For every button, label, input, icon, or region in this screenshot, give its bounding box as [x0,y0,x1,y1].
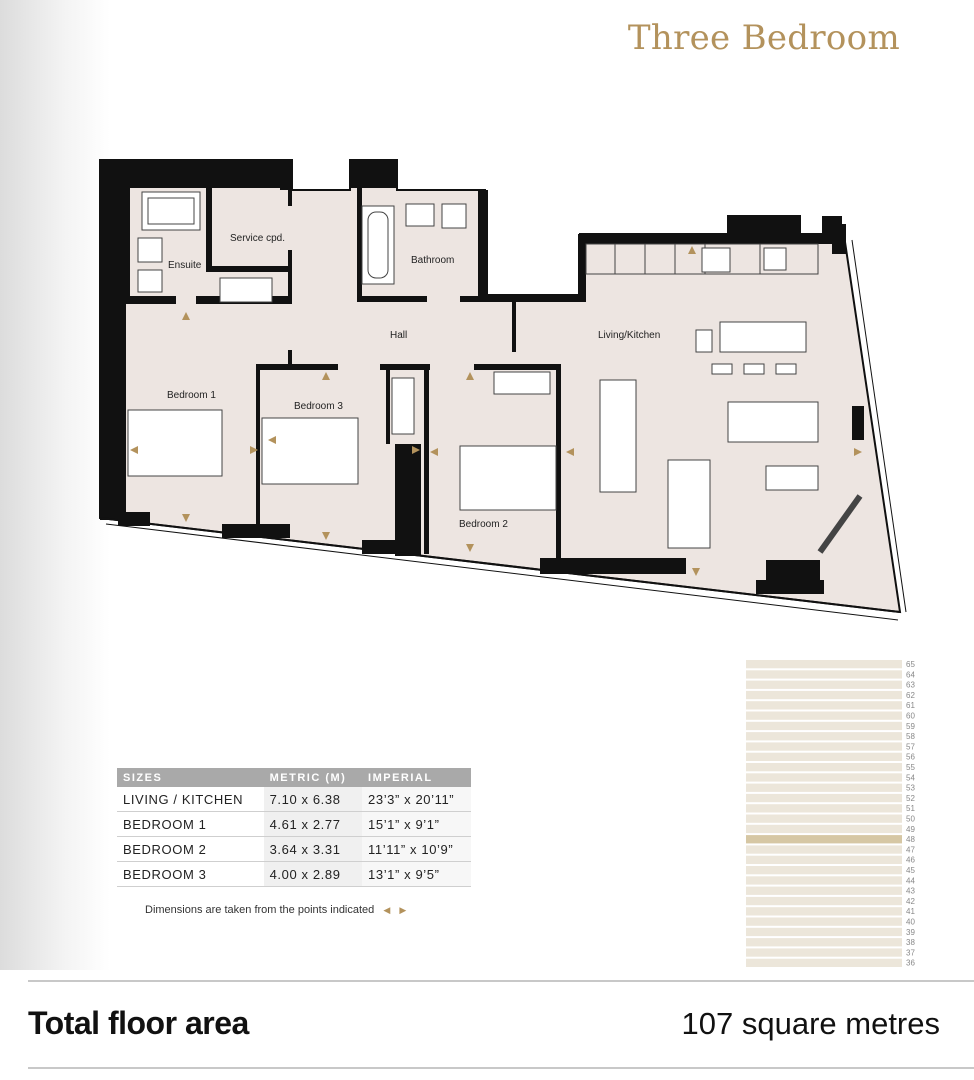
table-header: IMPERIAL [362,768,471,787]
floor-bar [746,753,902,761]
floor-number: 41 [906,907,915,917]
floor-number: 59 [906,721,915,731]
floor-number: 54 [906,773,915,783]
floor-number: 62 [906,690,915,700]
floor-number: 50 [906,814,915,824]
room-label-bathroom: Bathroom [411,255,455,266]
floor-number: 57 [906,742,915,752]
floor-bar [746,691,902,699]
floor-number: 39 [906,927,915,937]
total-area-value: 107 square metres [681,1006,940,1041]
floor-bar [746,784,902,792]
floor-number: 47 [906,845,915,855]
floor-number: 49 [906,824,915,834]
room-label-service-cpd: Service cpd. [230,233,286,244]
table-cell: 11’11” x 10’9” [362,837,471,862]
floor-number: 58 [906,732,915,742]
table-cell: BEDROOM 2 [117,837,264,862]
table-cell: 3.64 x 3.31 [264,837,362,862]
table-header: SIZES [117,768,264,787]
room-label-bedroom-2: Bedroom 2 [459,519,508,530]
floor-number: 37 [906,948,915,958]
floor-bar [746,815,902,823]
table-cell: 4.61 x 2.77 [264,812,362,837]
floor-bar [746,856,902,864]
floor-bar [746,804,902,812]
floor-bar [746,887,902,895]
room-sizes-table [117,768,471,887]
floor-bar [746,959,902,967]
room-label-ensuite: Ensuite [168,260,202,271]
table-cell: BEDROOM 1 [117,812,264,837]
floor-bar [746,773,902,781]
floor-bar [746,722,902,730]
floor-number: 60 [906,711,915,721]
dimension-note-text: Dimensions are taken from the points indicated [145,904,375,916]
floor-bar-highlighted [746,835,902,843]
floor-bar [746,948,902,956]
floor-number: 36 [906,958,915,968]
floor-level-indicator [746,660,915,968]
table-row [117,787,471,812]
table-cell: BEDROOM 3 [117,862,264,887]
floor-number: 52 [906,793,915,803]
floor-number: 45 [906,866,915,875]
floor-bar [746,928,902,936]
floor-bar [746,897,902,905]
floor-number: 63 [906,680,915,690]
floor-number: 61 [906,701,915,711]
floor-bar [746,845,902,853]
table-cell: LIVING / KITCHEN [117,787,264,812]
table-cell: 13’1” x 9’5” [362,862,471,887]
floor-bar [746,670,902,678]
table-row [117,812,471,837]
left-marker-icon: ◀ [383,905,391,915]
floor-number: 42 [906,896,915,906]
floor-number: 55 [906,763,915,772]
floor-number: 51 [906,804,915,814]
table-header-row [117,768,471,787]
floor-bar [746,825,902,833]
table-row [117,837,471,862]
floor-number: 40 [906,917,915,927]
table-cell: 4.00 x 2.89 [264,862,362,887]
table-row [117,862,471,887]
page-shadow [0,0,110,970]
divider [28,1067,974,1069]
floor-bar [746,907,902,915]
floor-bar [746,763,902,771]
floor-bar [746,794,902,802]
table-cell: 15’1” x 9’1” [362,812,471,837]
divider [28,980,974,982]
floor-bar [746,866,902,874]
floor-bar [746,938,902,946]
floor-bar [746,742,902,750]
floor-number: 48 [906,835,915,845]
room-label-hall: Hall [390,330,408,341]
room-label-living-kitchen: Living/Kitchen [598,330,661,341]
floor-bar [746,712,902,720]
dimension-note [145,904,406,916]
floor-number: 46 [906,855,915,865]
floor-bar [746,876,902,884]
floor-number: 64 [906,670,915,680]
table-cell: 7.10 x 6.38 [264,787,362,812]
floor-bar [746,681,902,689]
floor-bar [746,918,902,926]
floor-number: 44 [906,876,915,886]
floor-bar [746,701,902,709]
room-label-bedroom-3: Bedroom 3 [294,401,343,412]
floor-number: 38 [906,938,915,948]
floor-number: 53 [906,783,915,793]
page-title: Three Bedroom [627,18,900,58]
floor-number: 65 [906,660,915,669]
table-cell: 23’3” x 20’11” [362,787,471,812]
total-area-label: Total floor area [28,1005,249,1041]
floor-bar [746,660,902,668]
right-marker-icon: ▶ [399,905,407,915]
room-label-bedroom-1: Bedroom 1 [167,390,216,401]
floor-number: 43 [906,886,915,896]
floor-bar [746,732,902,740]
floor-number: 56 [906,752,915,762]
table-header: METRIC (M) [264,768,362,787]
